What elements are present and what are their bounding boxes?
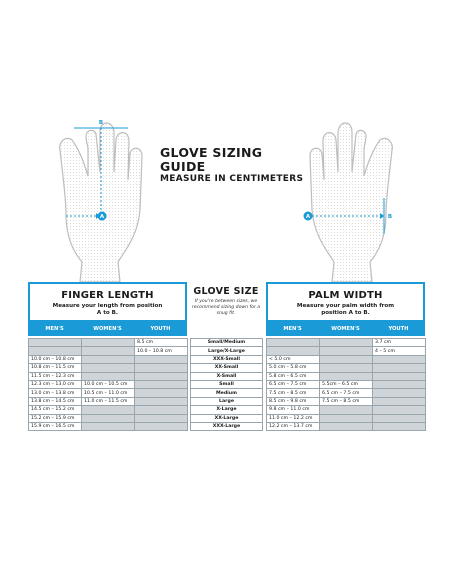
marker-b-left-label: B <box>98 120 104 126</box>
finger-cell: 13.0 cm – 13.8 cm <box>29 389 82 397</box>
size-cell: Large/X-Large <box>191 347 263 355</box>
finger-header-mens: MEN'S <box>45 326 64 332</box>
glove-size-title: GLOVE SIZE <box>193 286 259 297</box>
palm-row <box>267 389 426 397</box>
finger-cell: 10.0 cm – 10.5 cm <box>82 380 135 388</box>
size-row <box>191 389 263 397</box>
palm-cell <box>373 406 426 414</box>
finger-cell: 10.5 cm – 11.0 cm <box>82 389 135 397</box>
finger-cell <box>135 422 188 430</box>
palm-cell: 5.8 cm – 6.5 cm <box>267 372 320 380</box>
palm-cell: < 5.0 cm <box>267 355 320 363</box>
guide-title-line1: GLOVE SIZING GUIDE <box>160 145 263 174</box>
marker-b-right-label: B <box>387 214 393 220</box>
finger-cell: 12.3 cm – 13.0 cm <box>29 380 82 388</box>
size-cell: X-Large <box>191 406 263 414</box>
finger-row <box>29 422 188 430</box>
finger-cell: 15.2 cm – 15.9 cm <box>29 414 82 422</box>
size-cell: Small <box>191 380 263 388</box>
finger-cell: 10.8 cm – 11.5 cm <box>29 364 82 372</box>
palm-cell <box>320 414 373 422</box>
finger-cell <box>82 372 135 380</box>
palm-cell <box>373 389 426 397</box>
finger-header-womens: WOMEN'S <box>93 326 122 332</box>
palm-cell: 3.7 cm <box>373 339 426 347</box>
finger-cell <box>82 355 135 363</box>
palm-cell: 6.5 cm – 7.5 cm <box>320 389 373 397</box>
palm-cell <box>373 397 426 405</box>
size-cell: XXX-Small <box>191 355 263 363</box>
finger-cell <box>82 347 135 355</box>
palm-row <box>267 339 426 347</box>
glove-size-header <box>190 286 262 317</box>
palm-cell: 11.0 cm – 12.2 cm <box>267 414 320 422</box>
palm-cell: 5.5cm – 6.5 cm <box>320 380 373 388</box>
finger-cell <box>29 347 82 355</box>
finger-length-table <box>28 338 188 431</box>
marker-a-left-label: A <box>99 214 105 221</box>
palm-row <box>267 414 426 422</box>
palm-cell <box>267 339 320 347</box>
palm-cell: 12.2 cm – 13.7 cm <box>267 422 320 430</box>
palm-row <box>267 355 426 363</box>
finger-cell <box>135 414 188 422</box>
palm-cell <box>373 422 426 430</box>
finger-row <box>29 347 188 355</box>
size-row <box>191 406 263 414</box>
palm-width-table <box>266 338 426 431</box>
glove-size-note: If you're between sizes, we recommend sizing down for a snug fit. <box>191 299 261 316</box>
finger-header-youth: YOUTH <box>150 326 171 332</box>
finger-cell <box>135 364 188 372</box>
finger-row <box>29 339 188 347</box>
size-cell: XX-Large <box>191 414 263 422</box>
guide-title-line2: MEASURE IN CENTIMETERS <box>160 174 304 184</box>
palm-width-section <box>266 282 425 322</box>
finger-cell <box>82 422 135 430</box>
guide-title <box>160 146 310 185</box>
finger-row <box>29 389 188 397</box>
palm-row <box>267 422 426 430</box>
palm-cell <box>373 364 426 372</box>
palm-row <box>267 372 426 380</box>
finger-cell <box>29 339 82 347</box>
palm-row <box>267 380 426 388</box>
palm-header-youth: YOUTH <box>388 326 409 332</box>
left-hand <box>60 123 142 282</box>
palm-cell <box>320 347 373 355</box>
finger-cell: 11.5 cm – 12.3 cm <box>29 372 82 380</box>
size-row <box>191 414 263 422</box>
finger-length-subtitle: Measure your length from position A to B. <box>52 303 163 316</box>
finger-row <box>29 364 188 372</box>
size-row <box>191 355 263 363</box>
palm-cell: 4 – 5 cm <box>373 347 426 355</box>
finger-length-section <box>28 282 187 322</box>
finger-cell <box>135 355 188 363</box>
palm-cell <box>320 406 373 414</box>
size-row <box>191 380 263 388</box>
size-row <box>191 347 263 355</box>
finger-cell: 10.0 cm – 10.8 cm <box>29 355 82 363</box>
finger-row <box>29 372 188 380</box>
finger-row <box>29 406 188 414</box>
palm-cell <box>373 355 426 363</box>
palm-width-title: PALM WIDTH <box>308 290 383 301</box>
finger-cell: 11.0 cm – 11.5 cm <box>82 397 135 405</box>
size-row <box>191 397 263 405</box>
palm-width-subtitle: Measure your palm width from position A to B. <box>296 303 395 316</box>
size-row <box>191 372 263 380</box>
palm-header-mens: MEN'S <box>283 326 302 332</box>
palm-cell: 7.5 cm – 8.5 cm <box>267 389 320 397</box>
palm-cell: 8.5 cm – 9.8 cm <box>267 397 320 405</box>
finger-cell: 15.9 cm – 16.5 cm <box>29 422 82 430</box>
palm-cell <box>373 414 426 422</box>
palm-header-womens: WOMEN'S <box>331 326 360 332</box>
hands-illustration <box>0 0 452 282</box>
finger-cell: 13.8 cm – 14.5 cm <box>29 397 82 405</box>
size-cell: XXX-Large <box>191 422 263 430</box>
finger-cell <box>135 397 188 405</box>
size-cell: X-Small <box>191 372 263 380</box>
finger-row <box>29 355 188 363</box>
size-cell: Large <box>191 397 263 405</box>
finger-length-title: FINGER LENGTH <box>61 290 154 301</box>
size-cell: XX-Small <box>191 364 263 372</box>
palm-cell <box>373 372 426 380</box>
palm-column-headers <box>266 322 425 336</box>
finger-cell <box>135 406 188 414</box>
palm-cell: 9.8 cm – 11.0 cm <box>267 406 320 414</box>
size-cell: Small/Medium <box>191 339 263 347</box>
palm-cell <box>320 339 373 347</box>
finger-cell <box>135 372 188 380</box>
palm-cell <box>267 347 320 355</box>
palm-cell: 5.0 cm – 5.8 cm <box>267 364 320 372</box>
size-cell: Medium <box>191 389 263 397</box>
size-row <box>191 339 263 347</box>
palm-cell <box>320 355 373 363</box>
palm-cell <box>320 422 373 430</box>
finger-cell: 14.5 cm – 15.2 cm <box>29 406 82 414</box>
palm-row <box>267 397 426 405</box>
right-hand <box>310 123 392 282</box>
palm-cell <box>320 364 373 372</box>
finger-row <box>29 397 188 405</box>
finger-row <box>29 414 188 422</box>
glove-size-table <box>190 338 263 431</box>
finger-cell <box>135 389 188 397</box>
palm-row <box>267 406 426 414</box>
finger-cell: 8.5 cm <box>135 339 188 347</box>
finger-cell <box>82 364 135 372</box>
palm-cell <box>373 380 426 388</box>
finger-column-headers <box>28 322 187 336</box>
finger-row <box>29 380 188 388</box>
finger-cell <box>135 380 188 388</box>
finger-cell: 10.0 – 10.8 cm <box>135 347 188 355</box>
palm-row <box>267 347 426 355</box>
palm-row <box>267 364 426 372</box>
size-row <box>191 422 263 430</box>
palm-cell <box>320 372 373 380</box>
finger-cell <box>82 406 135 414</box>
finger-cell <box>82 414 135 422</box>
palm-cell: 7.5 cm – 8.5 cm <box>320 397 373 405</box>
finger-cell <box>82 339 135 347</box>
palm-cell: 6.5 cm – 7.5 cm <box>267 380 320 388</box>
size-row <box>191 364 263 372</box>
marker-a-right-label: A <box>305 214 311 221</box>
